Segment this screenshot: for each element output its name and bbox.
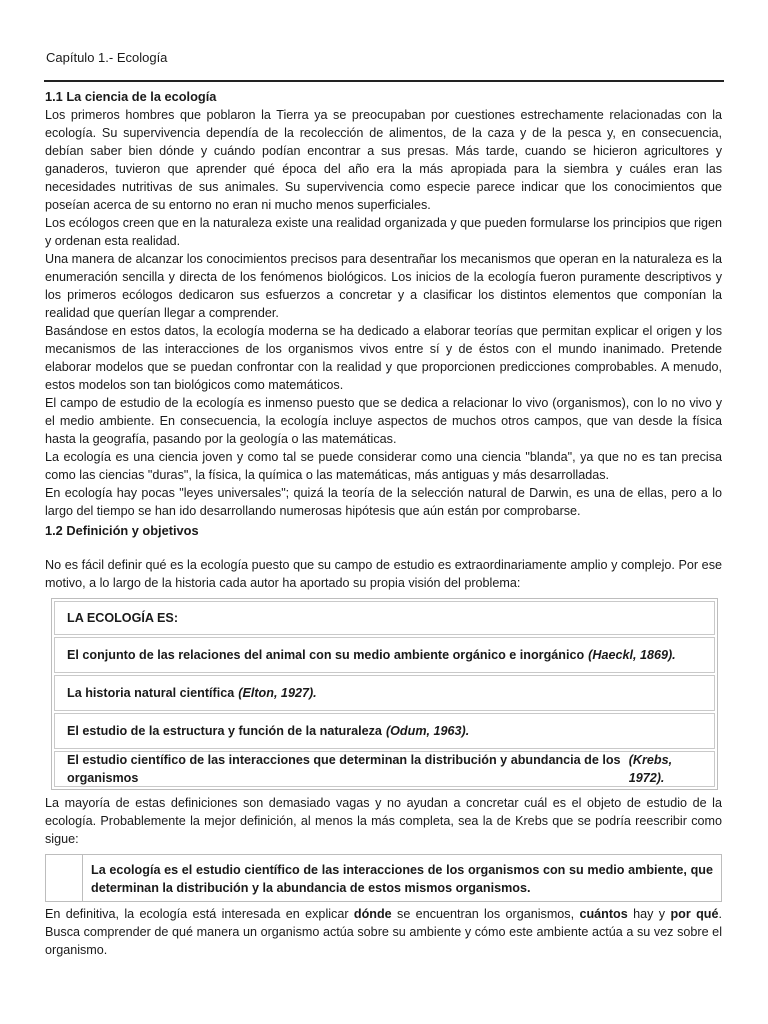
closing-paragraph [45,905,722,959]
paragraph: El campo de estudio de la ecología es inmenso puesto que se dedica a relacionar lo vivo (organismos), con lo no vivo y el medio ambiente. En consecuencia, la ecología incluye aspectos de muchos otros campos, que van desde la física hasta la geografía, pasando por la geología o las matemáticas. [45,396,722,446]
closing-text: se encuentran los organismos, [391,907,580,921]
definition-box [45,854,722,902]
header-rule [44,80,724,82]
section-heading-2: 1.2 Definición y objetivos [45,523,199,538]
definition-box-margin [46,855,83,901]
paragraph: La mayoría de estas definiciones son demasiado vagas y no ayudan a concretar cuál es el objeto de estudio de la ecología. Probablemente la mejor definición, al menos la más completa, sea la de Krebs que se podría reescribir como sigue: [45,796,722,846]
definition-text: La historia natural científica [67,686,235,700]
paragraph: En ecología hay pocas "leyes universales"; quizá la teoría de la selección natural de Darwin, es una de ellas, pero a lo largo del tiempo se han ido desarrollando numerosas hipótesis que aún están por comprobarse. [45,486,722,518]
emphasis-how-many: cuántos [579,907,628,921]
definition-citation: (Krebs, 1972). [628,753,673,785]
paragraph: Los ecólogos creen que en la naturaleza existe una realidad organizada y que pueden formularse los principios que rigen y ordenan esta realidad. [45,216,723,248]
definitions-table [51,598,718,790]
table-row [54,713,715,749]
definition-citation: (Odum, 1963). [385,724,470,738]
paragraph: No es fácil definir qué es la ecología puesto que su campo de estudio es extraordinariamente amplio y complejo. Por ese motivo, a lo largo de la historia cada autor ha aportado su propia visión del problema: [45,558,722,590]
table-header: LA ECOLOGÍA ES: [67,611,179,625]
definition-text: El estudio científico de las interacciones que determinan la distribución y abundancia de los organismos [67,753,621,785]
paragraph: Una manera de alcanzar los conocimientos precisos para desentrañar los mecanismos que operan en la naturaleza es la enumeración sencilla y directa de los fenómenos biológicos. Los inicios de la ecología fueron puramente descriptivos y los primeros ecólogos dedicaron sus esfuerzos a concretar y a clasificar los distintos elementos que componían la realidad que querían llegar a comprender. [45,252,722,320]
table-row [54,675,715,711]
closing-text: . Busca comprender de qué manera un organismo actúa sobre su ambiente y cómo este ambiente actúa a su vez sobre el organismo. [45,907,722,957]
definition-citation: (Haeckl, 1869). [588,648,676,662]
spacer [45,540,722,556]
chapter-title: Capítulo 1.- Ecología [46,50,168,65]
definition-citation: (Elton, 1927). [238,686,317,700]
paragraph: La ecología es una ciencia joven y como tal se puede considerar como una ciencia "blanda", ya que no es tan precisa como las ciencias "duras", la física, la química o las matemáticas, más antiguas y más desarrolladas. [45,450,722,482]
krebs-definition: La ecología es el estudio científico de las interacciones de los organismos con su medio ambiente, que determinan la distribución y la abundancia de estos mismos organismos. [91,863,713,895]
section-heading-1: 1.1 La ciencia de la ecología [45,89,217,104]
table-row [54,751,715,787]
definition-text: El estudio de la estructura y función de la naturaleza [67,724,382,738]
table-header-cell [54,601,715,635]
emphasis-why: por qué [670,907,719,921]
definition-text: El conjunto de las relaciones del animal con su medio ambiente orgánico e inorgánico [67,648,585,662]
closing-text: hay y [627,907,671,921]
paragraph: Basándose en estos datos, la ecología moderna se ha dedicado a elaborar teorías que permitan explicar el origen y los mecanismos de las interacciones de los organismos vivos entre sí y de éstos con el mundo inanimado. Pretende elaborar modelos que se puedan confrontar con la realidad y que proporcionen predicciones comprobables. A menudo, estos modelos son tan biológicos como matemáticos. [45,324,722,392]
table-row [54,637,715,673]
closing-text: En definitiva, la ecología está interesada en explicar [45,907,354,921]
emphasis-where: dónde [353,907,392,921]
paragraph: Los primeros hombres que poblaron la Tierra ya se preocupaban por cuestiones estrechamente relacionadas con la ecología. Su supervivencia dependía de la recolección de alimentos, de la caza y de la pesca y, en consecuencia, debían saber bien dónde y cuándo podían encontrar a sus presas. Más tarde, cuando se hicieron agricultores y ganaderos, tuvieron que aprender qué época del año era la más apropiada para la siembra y cuáles eran las necesidades nutritivas de sus animales. Su supervivencia como especie parece indicar que los conocimientos que poseían acerca de su entorno no eran ni mucho menos superficiales. [45,108,722,212]
document-body [45,88,722,959]
